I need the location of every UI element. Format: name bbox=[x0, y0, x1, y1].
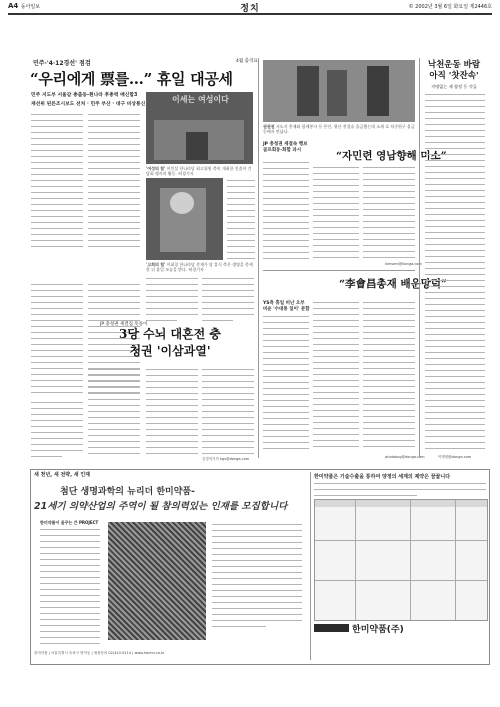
page-number: A4 동아일보 bbox=[8, 2, 41, 10]
right-top-headline: “자민련 영남향해 미소” bbox=[336, 150, 447, 162]
right-divider bbox=[263, 270, 415, 271]
ad-divider bbox=[310, 472, 311, 660]
ad-slogan-2: 21세기 의약산업의 주역이 될 참의력있는 인재를 모집합니다 bbox=[34, 501, 288, 512]
bottom-right-headline: “李會昌총재 배운망덕” bbox=[339, 278, 448, 290]
right-top-photo bbox=[263, 60, 415, 122]
right-col-email: 이명원@donga.com bbox=[438, 455, 472, 459]
lead-subhead-2: 재선위 된른조시보도 선처 · 민주 부산 · 대구 비상통신 bbox=[31, 102, 146, 107]
bottom-right-tag: YS측 휴일 비난 오부 bbox=[263, 301, 305, 306]
middle-body-col-2 bbox=[146, 367, 198, 457]
ad-header: 새 천년, 새 전략, 새 인재 bbox=[34, 472, 90, 478]
right-top-caption: 권권권 지도자 총재와 함께봉자 등 본인, 뒷산 전경술 울금했는데 소재 호 차중원구 울금동에서 만났다. bbox=[263, 124, 415, 134]
column-rule-2 bbox=[419, 58, 420, 458]
bottom-right-body-col-3 bbox=[363, 300, 415, 452]
ad-left-body bbox=[40, 527, 100, 647]
lead-headline: “우리에게 票를…” 휴일 대공세 bbox=[30, 70, 233, 88]
right-col-sub: 지명없는 제 합정 동 것들 bbox=[431, 84, 477, 89]
right-col-body bbox=[425, 92, 485, 452]
header-rule bbox=[8, 13, 492, 15]
ad-logo-mark bbox=[314, 624, 349, 632]
ad-recruit-table bbox=[314, 499, 488, 621]
ad-right-intro bbox=[314, 481, 486, 497]
ad-right-title: 한미약품은 기술수출을 통하여 양정의 세계의 제약은 꿈꿉니다 bbox=[314, 474, 451, 480]
ad-company-name: 한미약품(주) bbox=[352, 625, 404, 635]
ad-left-body-2 bbox=[212, 522, 302, 642]
lead-photo-2 bbox=[146, 178, 223, 260]
ad-dna-graphic bbox=[108, 522, 206, 640]
ad-footer: 한미약품 | 서울특별시 송파구 방이동 | 채용문의 02)410-9114 | www.hanmi.co.kr bbox=[34, 651, 165, 655]
right-top-subtag: 골프회동·화합 과시 bbox=[263, 148, 302, 153]
right-top-body-col-2 bbox=[313, 165, 359, 260]
right-top-body-col-3 bbox=[363, 165, 415, 260]
bottom-right-body-col-1 bbox=[263, 314, 309, 454]
middle-tag: JP 충청권 세결집 뜻돌이 bbox=[100, 322, 148, 327]
middle-body-col-0 bbox=[31, 400, 83, 460]
middle-body-col-1 bbox=[88, 367, 140, 457]
right-col-headline: 낙천운동 바람 아직 '찻잔속' bbox=[427, 60, 481, 81]
lead-caption-2: '고희의 힘' 이회창 한나라당 총재가 당 휴식 측은 생명을 총세한 뒤 휴일 모습을 받다. 허경기자 bbox=[146, 262, 253, 272]
lower-left-col-3 bbox=[146, 276, 198, 321]
middle-body-col-3 bbox=[202, 367, 254, 457]
lead-body-col-3 bbox=[227, 178, 255, 260]
bottom-right-body-col-2 bbox=[313, 300, 359, 452]
lead-caption-1: '여성의 힘' 이인설 한나라당 최고위원 측이 개최한 진솔이 간담회 행사의 활동. 허경기자 bbox=[146, 166, 252, 176]
column-rule-1 bbox=[258, 58, 259, 458]
lead-subhead-1: 민주 지도부 서울갈 총출동-휜나라 후총력 배신합3 bbox=[31, 93, 138, 98]
lead-body-col-2 bbox=[88, 112, 140, 252]
right-top-email: kimsem@donga.com bbox=[385, 262, 422, 266]
bottom-right-email: photoboy@donga.com bbox=[385, 455, 425, 459]
ad-slogan-1: 첨단 생명과학의 뉴리더 한미약품- bbox=[60, 487, 195, 497]
lead-tag: 민주·'4·12경선' 점검 bbox=[33, 60, 91, 67]
bottom-right-subtag: 비운 '수대통 일이' 분함 bbox=[263, 307, 310, 312]
date-line: © 2002년 3월 6일 화요일 제2446호 bbox=[408, 4, 492, 10]
photo-banner-text: 이세는 여성이다 bbox=[172, 95, 229, 104]
lower-left-col-1 bbox=[31, 282, 83, 394]
lower-left-col-4 bbox=[202, 276, 254, 321]
ad-project: 한미약품이 꿈꾸는 큰 PROJECT bbox=[40, 520, 99, 525]
lead-note: 4월 출격표 bbox=[236, 59, 258, 64]
middle-byline: 김경석기자 kgs@donga.com bbox=[202, 457, 250, 461]
section-title: 정치 bbox=[240, 4, 260, 14]
right-top-body-col-1 bbox=[263, 160, 309, 260]
right-top-tag: JP 충청권 세결속 행보 bbox=[263, 142, 308, 147]
lead-photo-1 bbox=[146, 92, 253, 164]
middle-headline: 3당 수뇌 대혼전 충청권 '이삼과열' bbox=[118, 327, 222, 358]
lead-body-col-1 bbox=[31, 112, 83, 252]
